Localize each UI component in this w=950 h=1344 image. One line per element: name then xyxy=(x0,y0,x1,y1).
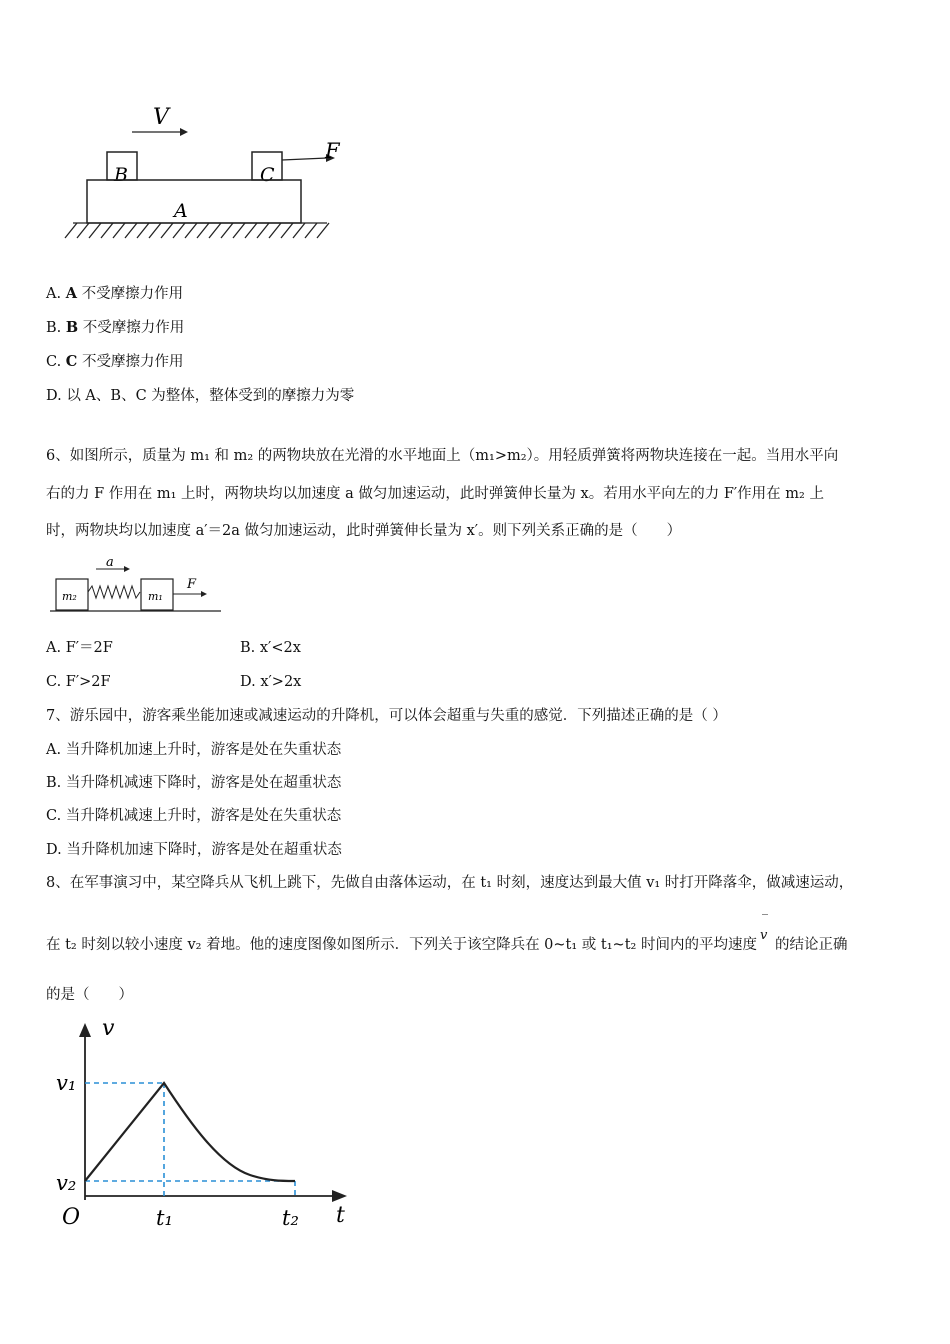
velocity-curve xyxy=(85,1083,295,1181)
q6-option-d: D. x′>2x xyxy=(240,674,302,690)
force-label: F xyxy=(325,139,340,163)
spring xyxy=(88,586,140,598)
origin-label: O xyxy=(62,1205,81,1230)
block-b-label: B xyxy=(114,164,128,186)
average-velocity-symbol: ‾ v xyxy=(759,912,768,943)
q8-stem-line2: 在 t₂ 时刻以较小速度 v₂ 着地。他的速度图像如图所示．下列关于该空降兵在 0~t₁ 或 t₁~t₂ 时间内的平均速度 ‾ v的结论正确 xyxy=(46,935,847,956)
q5-option-b: B. B 不受摩擦力作用 xyxy=(46,319,185,336)
q5-option-c: C. C 不受摩擦力作用 xyxy=(46,353,184,370)
t-axis-label: t xyxy=(336,1203,345,1228)
ground-hatch xyxy=(65,223,329,238)
q5-option-d: D. 以 A、B、C 为整体，整体受到的摩擦力为零 xyxy=(46,388,355,404)
q6-option-c: C. F′>2F xyxy=(46,674,111,690)
q8-stem-line3: 的是（ ） xyxy=(46,987,133,1003)
q7-option-c: C. 当升降机减速上升时，游客是处在失重状态 xyxy=(46,808,342,824)
v1-label: v₁ xyxy=(56,1071,77,1095)
block-diagram-q5 xyxy=(55,100,345,245)
spring-diagram-q6 xyxy=(46,552,226,618)
q6-stem-line1: 6、如图所示，质量为 m₁ 和 m₂ 的两物块放在光滑的水平地面上（m₁>m₂）。用轻质弹簧将两物块连接在一起。当用水平向 xyxy=(46,448,839,464)
t-axis xyxy=(85,1190,347,1202)
velocity-time-graph xyxy=(50,1015,360,1240)
q5-option-a: A. A 不受摩擦力作用 xyxy=(46,285,184,302)
v-axis xyxy=(79,1023,91,1200)
v2-label: v₂ xyxy=(56,1171,77,1195)
q6-stem-line2: 右的力 F 作用在 m₁ 上时，两物块均以加速度 a 做匀加速运动，此时弹簧伸长量为 x。若用水平向左的力 F′作用在 m₂ 上 xyxy=(46,486,824,502)
t2-label: t₂ xyxy=(282,1206,299,1230)
force-label-q6: F xyxy=(187,577,197,592)
q6-option-a: A. F′＝2F xyxy=(46,640,113,656)
block-m1-label: m₁ xyxy=(148,590,163,603)
v-axis-label: v xyxy=(102,1016,115,1041)
t1-label: t₁ xyxy=(156,1206,173,1230)
q6-option-b: B. x′<2x xyxy=(240,640,301,656)
q8-stem-line1: 8、在军事演习中，某空降兵从飞机上跳下，先做自由落体运动，在 t₁ 时刻，速度达到最大值 v₁ 时打开降落伞，做减速运动， xyxy=(46,875,854,891)
velocity-label: V xyxy=(153,105,169,130)
plank-a-label: A xyxy=(174,200,188,222)
q7-option-d: D. 当升降机加速下降时，游客是处在超重状态 xyxy=(46,842,342,858)
block-c-label: C xyxy=(260,164,275,186)
block-m2-label: m₂ xyxy=(62,590,77,603)
q7-stem: 7、游乐园中，游客乘坐能加速或减速运动的升降机，可以体会超重与失重的感觉．下列描述正确的是（ ） xyxy=(46,708,727,724)
q7-option-b: B. 当升降机减速下降时，游客是处在超重状态 xyxy=(46,775,342,791)
q7-option-a: A. 当升降机加速上升时，游客是处在失重状态 xyxy=(46,742,342,758)
acceleration-label: a xyxy=(106,555,114,570)
plank-a xyxy=(87,180,301,223)
q6-stem-line3: 时，两物块均以加速度 a′＝2a 做匀加速运动，此时弹簧伸长量为 x′。则下列关系正确的是（ ） xyxy=(46,523,682,539)
